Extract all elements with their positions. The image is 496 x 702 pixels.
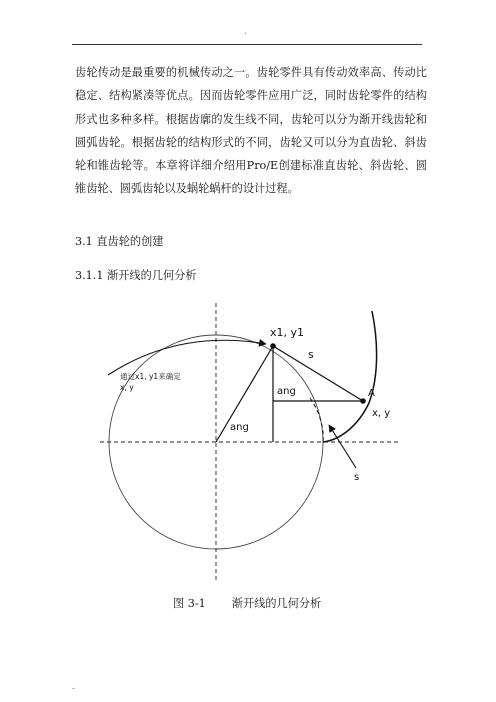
label-segment-s: s	[308, 348, 314, 361]
caption-number: 图 3-1	[173, 597, 206, 610]
label-x1y1: x1, y1	[270, 326, 305, 339]
note-line-1: 通过x1, y1来确定	[120, 372, 181, 381]
label-angle-upper: ang	[277, 386, 296, 397]
section-heading: 3.1 直齿轮的创建	[75, 235, 164, 248]
involute-diagram	[100, 303, 400, 580]
note-arrow	[108, 340, 266, 375]
header-rule	[72, 44, 422, 45]
arc-s-arrow	[329, 425, 356, 468]
subsection-heading: 3.1.1 渐开线的几何分析	[75, 269, 197, 282]
footer-mark: -	[72, 684, 76, 694]
label-angle-lower: ang	[230, 422, 249, 433]
label-arc-s: s	[354, 472, 360, 483]
involute-curve	[323, 311, 377, 442]
label-point-xy: x, y	[372, 408, 391, 419]
header-mark: .	[244, 27, 247, 37]
figure-caption	[173, 595, 321, 611]
label-point-A: A	[368, 388, 375, 399]
point-x1y1	[270, 343, 276, 349]
note-line-2: x, y	[120, 383, 134, 392]
point-xy	[360, 398, 366, 404]
body-paragraph: 齿轮传动是最重要的机械传动之一。齿轮零件具有传动效率高、传动比稳定、结构紧凑等优点。因而齿轮零件应用广泛，同时齿轮零件的结构形式也多种多样。根据齿廓的发生线不同，齿轮可以分为渐开线齿轮和圆弧齿轮。根据齿轮的结构形式的不同，齿轮又可以分为直齿轮、斜齿轮和锥齿轮等。本章将详细介绍用Pro/E创建标准直齿轮、斜齿轮、圆锥齿轮、圆弧齿轮以及蜗轮蜗杆的设计过程。	[75, 66, 427, 196]
caption-text: 渐开线的几何分析	[231, 597, 322, 610]
